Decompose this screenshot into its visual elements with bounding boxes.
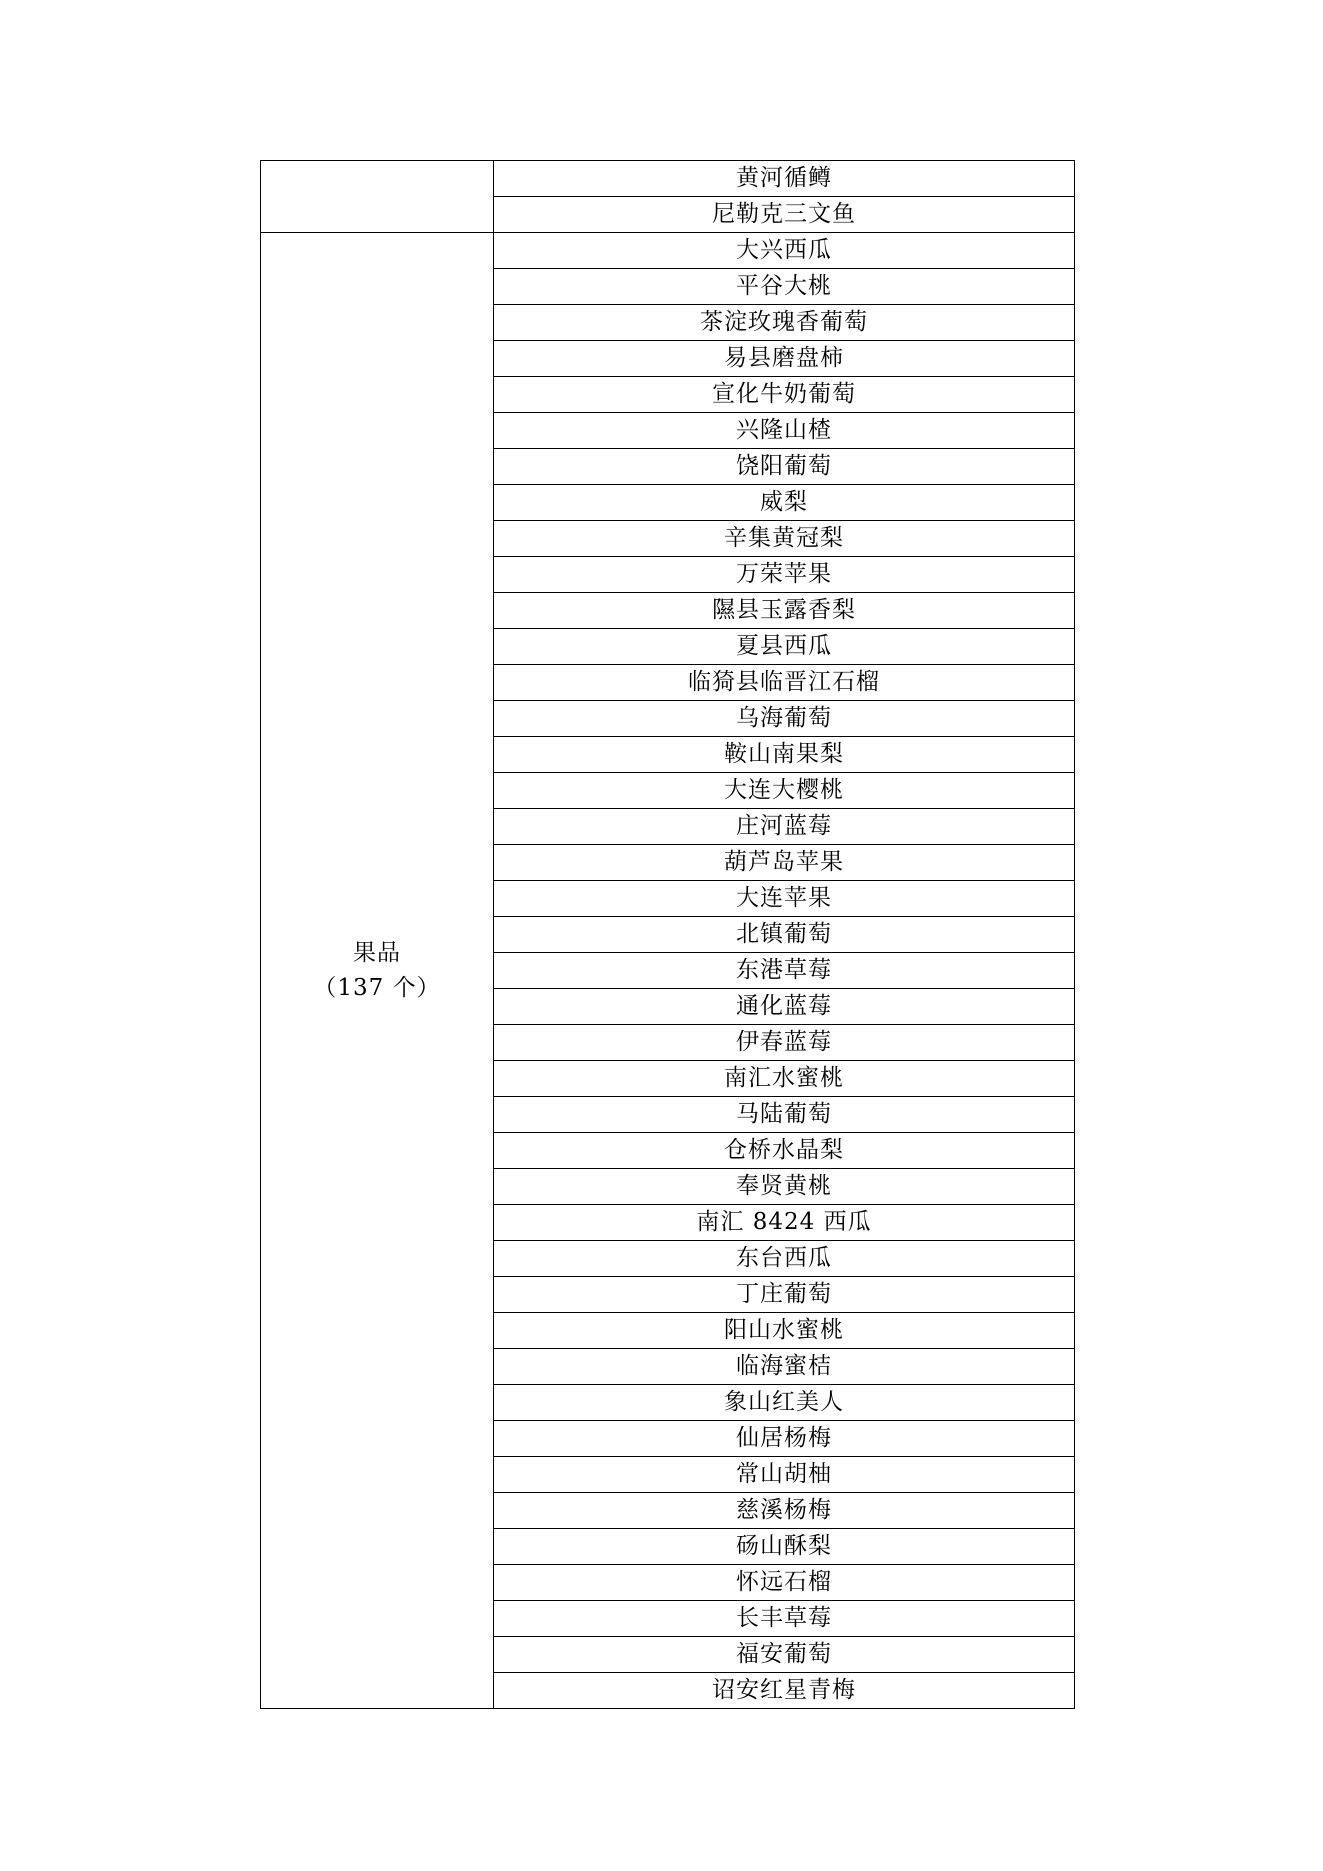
item-cell: 威梨 xyxy=(494,485,1075,521)
item-cell: 庄河蓝莓 xyxy=(494,809,1075,845)
item-cell: 平谷大桃 xyxy=(494,269,1075,305)
item-cell: 仙居杨梅 xyxy=(494,1421,1075,1457)
item-cell: 大连大樱桃 xyxy=(494,773,1075,809)
item-cell: 砀山酥梨 xyxy=(494,1529,1075,1565)
item-cell: 东台西瓜 xyxy=(494,1241,1075,1277)
item-cell: 伊春蓝莓 xyxy=(494,1025,1075,1061)
item-cell: 仓桥水晶梨 xyxy=(494,1133,1075,1169)
item-cell: 奉贤黄桃 xyxy=(494,1169,1075,1205)
item-cell: 宣化牛奶葡萄 xyxy=(494,377,1075,413)
item-cell: 尼勒克三文鱼 xyxy=(494,197,1075,233)
item-cell: 长丰草莓 xyxy=(494,1601,1075,1637)
item-cell: 象山红美人 xyxy=(494,1385,1075,1421)
item-cell: 大兴西瓜 xyxy=(494,233,1075,269)
item-cell: 慈溪杨梅 xyxy=(494,1493,1075,1529)
table-row xyxy=(261,161,1075,197)
item-cell: 临猗县临晋江石榴 xyxy=(494,665,1075,701)
item-cell: 隰县玉露香梨 xyxy=(494,593,1075,629)
item-cell: 阳山水蜜桃 xyxy=(494,1313,1075,1349)
item-cell: 辛集黄冠梨 xyxy=(494,521,1075,557)
item-cell: 东港草莓 xyxy=(494,953,1075,989)
item-cell: 茶淀玫瑰香葡萄 xyxy=(494,305,1075,341)
item-cell: 万荣苹果 xyxy=(494,557,1075,593)
category-count: （137 个） xyxy=(313,974,441,1001)
item-cell: 黄河循鳟 xyxy=(494,161,1075,197)
item-cell: 易县磨盘柿 xyxy=(494,341,1075,377)
item-cell: 丁庄葡萄 xyxy=(494,1277,1075,1313)
item-cell: 怀远石榴 xyxy=(494,1565,1075,1601)
product-registry-table xyxy=(260,160,1075,1709)
item-cell: 诏安红星青梅 xyxy=(494,1673,1075,1709)
item-cell: 南汇 8424 西瓜 xyxy=(494,1205,1075,1241)
category-cell-fruit xyxy=(261,233,494,1709)
item-cell: 临海蜜桔 xyxy=(494,1349,1075,1385)
item-cell: 夏县西瓜 xyxy=(494,629,1075,665)
item-cell: 通化蓝莓 xyxy=(494,989,1075,1025)
category-name: 果品 xyxy=(353,939,401,966)
category-cell-prev xyxy=(261,161,494,233)
item-cell: 马陆葡萄 xyxy=(494,1097,1075,1133)
item-cell: 乌海葡萄 xyxy=(494,701,1075,737)
item-cell: 北镇葡萄 xyxy=(494,917,1075,953)
item-cell: 饶阳葡萄 xyxy=(494,449,1075,485)
table-row xyxy=(261,233,1075,269)
registry-table-body xyxy=(261,161,1075,1709)
item-cell: 大连苹果 xyxy=(494,881,1075,917)
item-cell: 葫芦岛苹果 xyxy=(494,845,1075,881)
item-cell: 南汇水蜜桃 xyxy=(494,1061,1075,1097)
item-cell: 鞍山南果梨 xyxy=(494,737,1075,773)
item-cell: 福安葡萄 xyxy=(494,1637,1075,1673)
item-cell: 兴隆山楂 xyxy=(494,413,1075,449)
item-cell: 常山胡柚 xyxy=(494,1457,1075,1493)
